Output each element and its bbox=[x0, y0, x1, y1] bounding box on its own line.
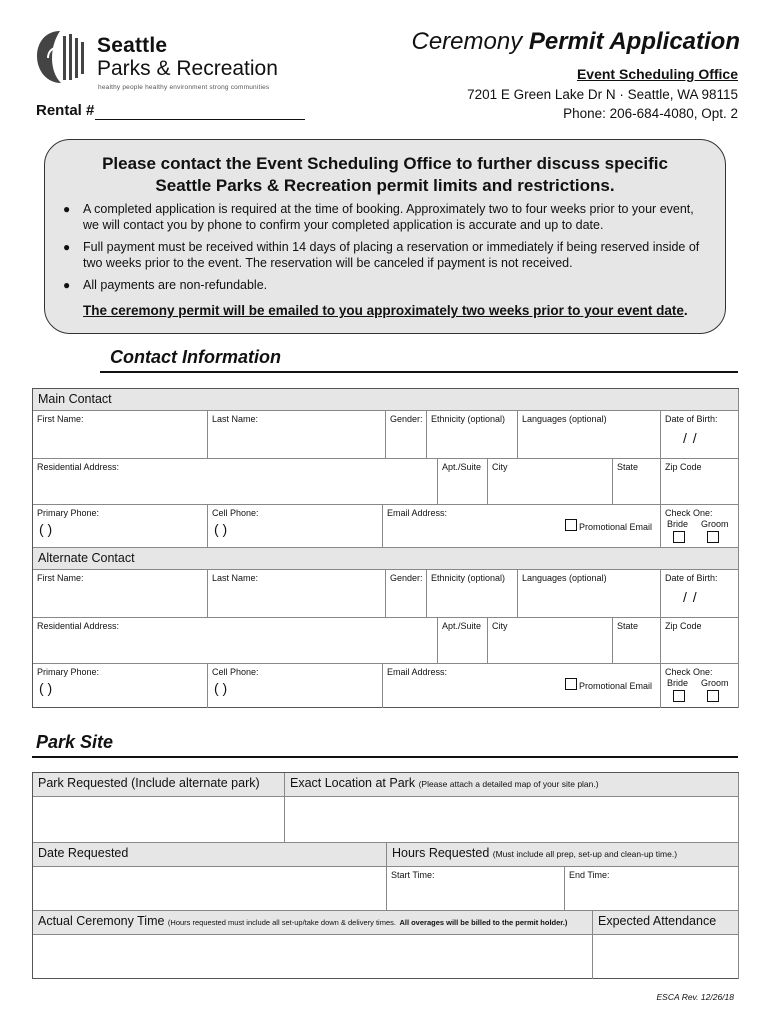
logo-line2: Parks & Recreation bbox=[97, 57, 278, 80]
ceremony-time-note: (Hours requested must include all set-up/take down & delivery times. bbox=[167, 918, 396, 927]
alt-promo-checkbox[interactable] bbox=[565, 678, 577, 690]
page-title bbox=[411, 28, 740, 56]
exact-location-note: (Please attach a detailed map of your site plan.) bbox=[418, 779, 599, 789]
cell-phone-label: Cell Phone: bbox=[212, 667, 259, 677]
main-last-name-field[interactable] bbox=[208, 411, 386, 459]
promo-label: Promotional Email bbox=[579, 522, 653, 532]
attendance-field[interactable] bbox=[593, 935, 739, 979]
apt-label: Apt./Suite bbox=[442, 621, 482, 631]
notice-list bbox=[63, 202, 703, 301]
last-name-label: Last Name: bbox=[212, 414, 259, 424]
cell-phone-label: Cell Phone: bbox=[212, 508, 259, 518]
bullet-icon: ● bbox=[63, 240, 71, 254]
main-contact-header: Main Contact bbox=[33, 389, 739, 411]
alt-zip-field[interactable] bbox=[661, 618, 739, 664]
notice-footer-text: The ceremony permit will be emailed to you approximately two weeks prior to your event date bbox=[83, 303, 684, 318]
state-label: State bbox=[617, 621, 639, 631]
cell-paren: ( ) bbox=[214, 680, 228, 696]
alt-city-field[interactable] bbox=[488, 618, 613, 664]
alt-email-field[interactable] bbox=[383, 664, 661, 708]
city-label: City bbox=[492, 462, 508, 472]
email-label: Email Address: bbox=[387, 508, 448, 518]
park-requested-label: Park Requested (Include alternate park) bbox=[38, 776, 260, 790]
main-state-field[interactable] bbox=[613, 459, 661, 505]
alt-address-field[interactable] bbox=[33, 618, 438, 664]
alt-last-name-field[interactable] bbox=[208, 570, 386, 618]
promo-label: Promotional Email bbox=[579, 681, 653, 691]
dob-slashes: / / bbox=[683, 430, 698, 446]
notice-item bbox=[63, 202, 703, 233]
hours-requested-label: Hours Requested bbox=[392, 846, 490, 860]
alt-cell-phone-field[interactable] bbox=[208, 664, 383, 708]
main-check-one bbox=[661, 505, 739, 548]
notice-item-text: All payments are non-refundable. bbox=[83, 278, 268, 292]
main-languages-field[interactable] bbox=[518, 411, 661, 459]
start-time-label: Start Time: bbox=[391, 870, 435, 880]
dob-slashes: / / bbox=[683, 589, 698, 605]
bride-label: Bride bbox=[667, 678, 689, 688]
title-bold: Permit Application bbox=[528, 28, 740, 55]
state-label: State bbox=[617, 462, 639, 472]
ethnicity-label: Ethnicity (optional) bbox=[431, 414, 506, 424]
main-apt-field[interactable] bbox=[438, 459, 488, 505]
zip-label: Zip Code bbox=[665, 462, 702, 472]
main-email-field[interactable] bbox=[383, 505, 661, 548]
email-label: Email Address: bbox=[387, 667, 448, 677]
last-name-label: Last Name: bbox=[212, 573, 259, 583]
main-dob-field[interactable] bbox=[661, 411, 739, 459]
main-groom-checkbox[interactable] bbox=[707, 531, 719, 543]
notice-item-text: Full payment must be received within 14 days of placing a reservation or immediately if being reserved inside of two weeks prior to the event. The reservation will be canceled if payment is not received. bbox=[83, 240, 700, 270]
logo-line1: Seattle bbox=[97, 34, 168, 57]
alt-apt-field[interactable] bbox=[438, 618, 488, 664]
bride-label: Bride bbox=[667, 519, 689, 529]
apt-label: Apt./Suite bbox=[442, 462, 482, 472]
alt-contact-header: Alternate Contact bbox=[33, 548, 739, 570]
city-label: City bbox=[492, 621, 508, 631]
title-plain: Ceremony bbox=[411, 28, 529, 55]
groom-label: Groom bbox=[701, 678, 729, 688]
bullet-icon: ● bbox=[63, 202, 71, 216]
cell-paren: ( ) bbox=[214, 521, 228, 537]
primary-phone-label: Primary Phone: bbox=[37, 508, 100, 518]
notice-box bbox=[44, 139, 726, 334]
exact-location-label: Exact Location at Park bbox=[290, 776, 416, 790]
alt-first-name-field[interactable] bbox=[33, 570, 208, 618]
main-ethnicity-field[interactable] bbox=[427, 411, 518, 459]
phone-paren: ( ) bbox=[39, 521, 53, 537]
date-requested-header bbox=[33, 843, 387, 867]
main-primary-phone-field[interactable] bbox=[33, 505, 208, 548]
gender-label: Gender: bbox=[390, 414, 423, 424]
alt-check-one bbox=[661, 664, 739, 708]
alt-primary-phone-field[interactable] bbox=[33, 664, 208, 708]
main-first-name-field[interactable] bbox=[33, 411, 208, 459]
notice-item-text: A completed application is required at the time of booking. Approximately two to four weeks prior to your event, we will contact you by phone to confirm your completed application is accurate and up to date. bbox=[83, 202, 694, 232]
first-name-label: First Name: bbox=[37, 573, 84, 583]
check-one-label: Check One: bbox=[665, 667, 713, 677]
hours-requested-note: (Must include all prep, set-up and clean-up time.) bbox=[492, 849, 678, 859]
notice-heading bbox=[45, 153, 725, 197]
exact-location-header bbox=[285, 773, 739, 797]
notice-footer-end: . bbox=[683, 303, 688, 318]
date-requested-field[interactable] bbox=[33, 867, 387, 911]
end-time-field[interactable] bbox=[565, 867, 739, 911]
contact-section-title: Contact Information bbox=[110, 347, 281, 367]
contact-form bbox=[32, 388, 739, 708]
contact-section-rule bbox=[100, 371, 738, 373]
alt-bride-checkbox[interactable] bbox=[673, 690, 685, 702]
notice-item bbox=[63, 278, 703, 294]
date-requested-label: Date Requested bbox=[38, 846, 129, 860]
gender-label: Gender: bbox=[390, 573, 423, 583]
alt-languages-field[interactable] bbox=[518, 570, 661, 618]
start-time-field[interactable] bbox=[387, 867, 565, 911]
languages-label: Languages (optional) bbox=[522, 573, 607, 583]
office-address: 7201 E Green Lake Dr N · Seattle, WA 98115 bbox=[467, 87, 738, 102]
rental-number-field[interactable] bbox=[95, 119, 305, 120]
park-section-title: Park Site bbox=[36, 732, 114, 752]
ceremony-time-note-bold: All overages will be billed to the permit holder.) bbox=[399, 918, 568, 927]
ethnicity-label: Ethnicity (optional) bbox=[431, 573, 506, 583]
address-label: Residential Address: bbox=[37, 462, 120, 472]
groom-label: Groom bbox=[701, 519, 729, 529]
alt-gender-field[interactable] bbox=[386, 570, 427, 618]
park-section-rule bbox=[32, 756, 738, 758]
main-zip-field[interactable] bbox=[661, 459, 739, 505]
main-cell-phone-field[interactable] bbox=[208, 505, 383, 548]
bullet-icon: ● bbox=[63, 278, 71, 292]
check-one-label: Check One: bbox=[665, 508, 713, 518]
alt-dob-field[interactable] bbox=[661, 570, 739, 618]
main-city-field[interactable] bbox=[488, 459, 613, 505]
office-phone: Phone: 206-684-4080, Opt. 2 bbox=[563, 106, 738, 121]
ceremony-time-header bbox=[33, 911, 593, 935]
notice-heading-line1: Please contact the Event Scheduling Office to further discuss specific bbox=[102, 154, 668, 173]
phone-paren: ( ) bbox=[39, 680, 53, 696]
end-time-label: End Time: bbox=[569, 870, 610, 880]
office-name: Event Scheduling Office bbox=[576, 66, 738, 82]
languages-label: Languages (optional) bbox=[522, 414, 607, 424]
alt-state-field[interactable] bbox=[613, 618, 661, 664]
alt-ethnicity-field[interactable] bbox=[427, 570, 518, 618]
notice-footer bbox=[83, 303, 688, 318]
main-bride-checkbox[interactable] bbox=[673, 531, 685, 543]
dob-label: Date of Birth: bbox=[665, 573, 718, 583]
primary-phone-label: Primary Phone: bbox=[37, 667, 100, 677]
zip-label: Zip Code bbox=[665, 621, 702, 631]
first-name-label: First Name: bbox=[37, 414, 84, 424]
notice-item bbox=[63, 240, 703, 271]
address-label: Residential Address: bbox=[37, 621, 120, 631]
park-requested-field[interactable] bbox=[33, 797, 285, 843]
main-promo-checkbox[interactable] bbox=[565, 519, 577, 531]
logo-tagline: healthy people healthy environment strong communities bbox=[98, 84, 270, 91]
hours-requested-header bbox=[387, 843, 739, 867]
attendance-label: Expected Attendance bbox=[598, 914, 717, 928]
main-address-field[interactable] bbox=[33, 459, 438, 505]
park-form bbox=[32, 772, 739, 979]
park-requested-header bbox=[33, 773, 285, 797]
dob-label: Date of Birth: bbox=[665, 414, 718, 424]
ceremony-time-label: Actual Ceremony Time bbox=[38, 914, 165, 928]
ceremony-time-field[interactable] bbox=[33, 935, 593, 979]
rental-label: Rental # bbox=[36, 102, 95, 119]
alt-groom-checkbox[interactable] bbox=[707, 690, 719, 702]
notice-heading-line2: Seattle Parks & Recreation permit limits and restrictions. bbox=[155, 176, 615, 195]
attendance-header bbox=[593, 911, 739, 935]
main-gender-field[interactable] bbox=[386, 411, 427, 459]
exact-location-field[interactable] bbox=[285, 797, 739, 843]
revision-note: ESCA Rev. 12/26/18 bbox=[656, 992, 734, 1002]
seattle-logo-icon bbox=[34, 28, 86, 86]
